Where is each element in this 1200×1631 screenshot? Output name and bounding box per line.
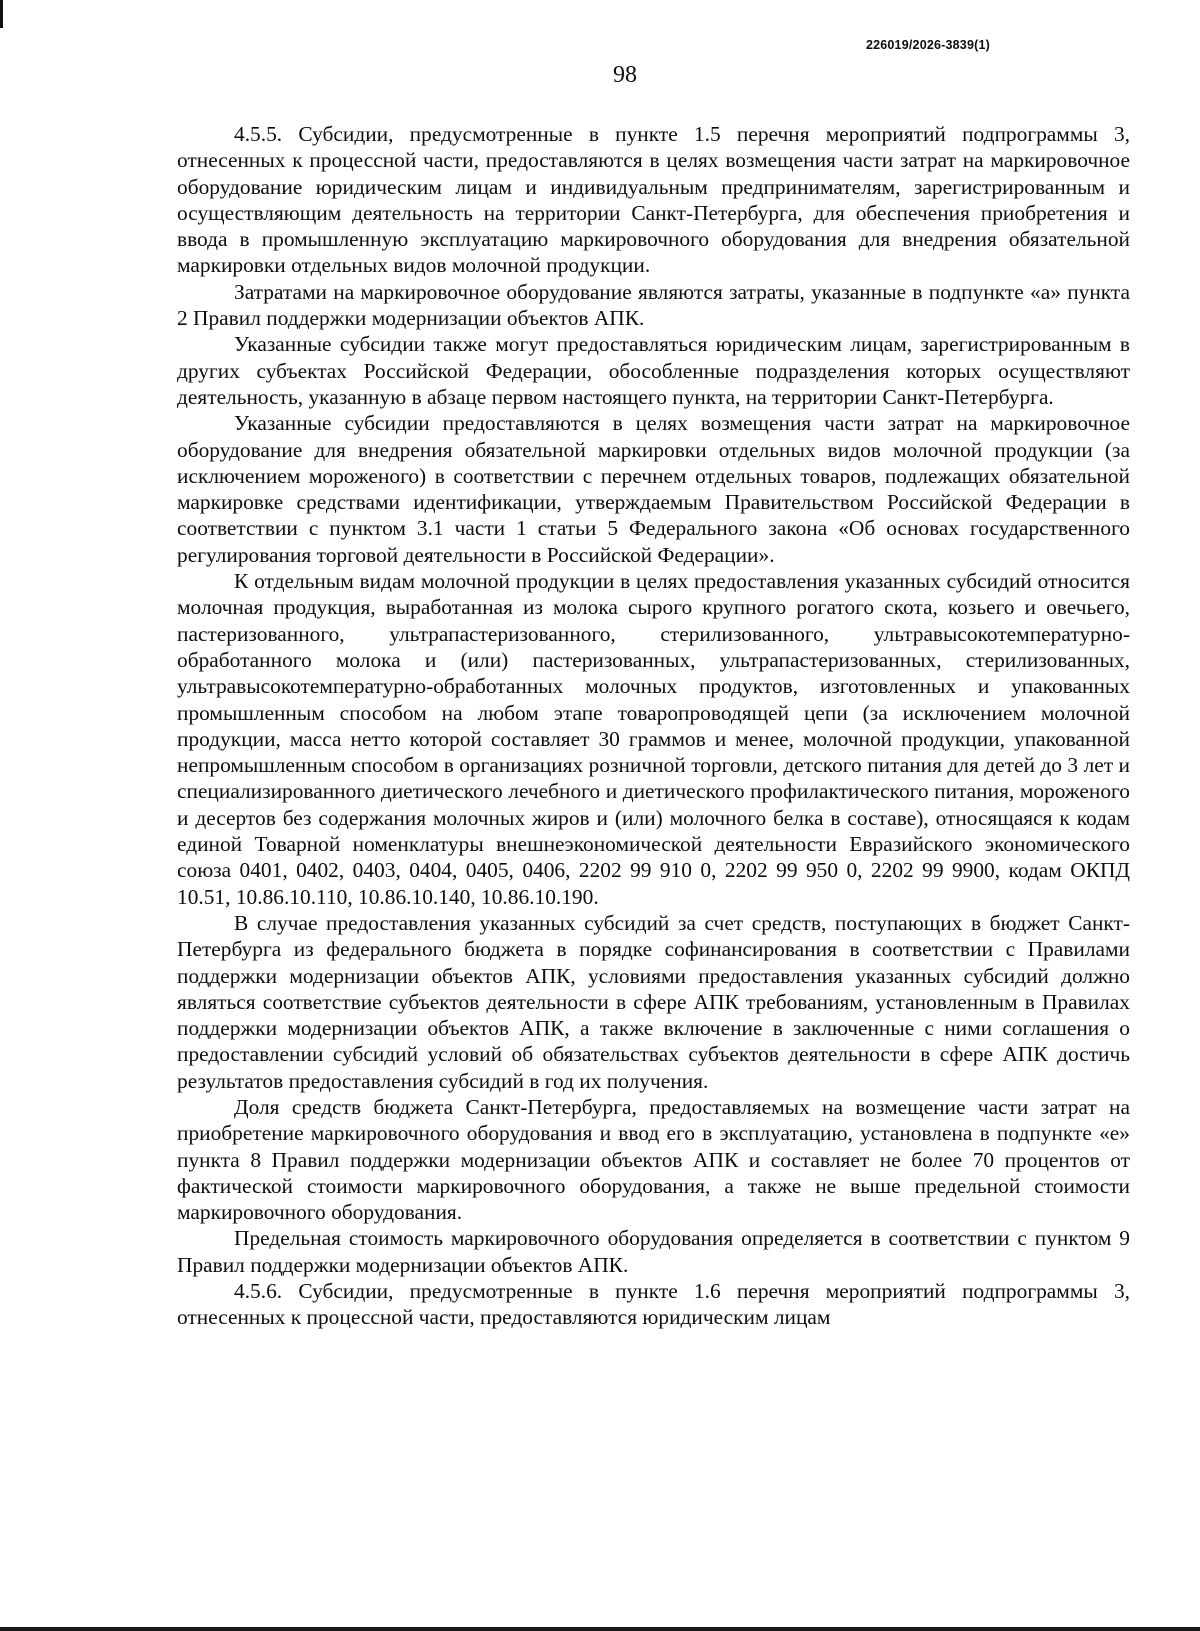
document-id: 226019/2026-3839(1) [865,38,990,52]
paragraph-dairy-products: К отдельным видам молочной продукции в целях предоставления указанных субсидий относится молочная продукция, выработанная из молока сырого крупного рогатого скота, козьего и овечьего, пастеризованного, ультрапастеризованного, стерилизованного, ультравысокотемпературно-обработанного молока и (или) пастеризованных, ультрапастеризованных, стерилизованных, ультравысокотемпературно-обработанных молочных продуктов, изготовленных и упакованных промышленным способом на любом этапе товаропроводящей цепи (за исключением молочной продукции, масса нетто которой составляет 30 граммов и менее, молочной продукции, упакованной непромышленным способом в организациях розничной торговли, детского питания для детей до 3 лет и специализированного диетического лечебного и диетического профилактического питания, мороженого и десертов без содержания молочных жиров и (или) молочного белка в составе), относящаяся к кодам единой Товарной номенклатуры внешнеэкономической деятельности Евразийского экономического союза 0401, 0402, 0403, 0404, 0405, 0406, 2202 99 910 0, 2202 99 950 0, 2202 99 9900, кодам ОКПД 10.51, 10.86.10.110, 10.86.10.140, 10.86.10.190. [177,569,1130,909]
paragraph-4-5-6: 4.5.6. Субсидии, предусмотренные в пункте 1.6 перечня мероприятий подпрограммы 3, отнесенных к процессной части, предоставляются юридическим лицам [177,1279,1130,1330]
page-number: 98 [613,62,637,88]
paragraph-budget-share: Доля средств бюджета Санкт-Петербурга, предоставляемых на возмещение части затрат на приобретение маркировочного оборудования и ввод его в эксплуатацию, установлена в подпункте «е» пункта 8 Правил поддержки модернизации объектов АПК и составляет не более 70 процентов от фактической стоимости маркировочного оборудования, а также не выше предельной стоимости маркировочного оборудования. [177,1094,1130,1225]
paragraph-federal-budget: В случае предоставления указанных субсидий за счет средств, поступающих в бюджет Санкт-Петербурга из федерального бюджета в порядке софинансирования в соответствии с Правилами поддержки модернизации объектов АПК, условиями предоставления указанных субсидий должно являться соответствие субъектов деятельности в сфере АПК требованиям, установленным в Правилах поддержки модернизации объектов АПК, а также включение в заключенные с ними соглашения о предоставлении субсидий условий об обязательствах субъектов деятельности в сфере АПК достичь результатов предоставления субсидий в год их получения. [177,910,1130,1093]
paragraph-subsidy-purpose: Указанные субсидии предоставляются в целях возмещения части затрат на маркировочное оборудование для внедрения обязательной маркировки отдельных видов молочной продукции (за исключением мороженого) в соответствии с перечнем отдельных товаров, подлежащих обязательной маркировке средствами идентификации, утверждаемым Правительством Российской Федерации в соответствии с пунктом 3.1 части 1 статьи 5 Федерального закона «Об основах государственного регулирования торговой деятельности в Российской Федерации». [177,411,1130,567]
scan-edge-mark [0,0,3,28]
scan-bottom-edge [0,1627,1200,1631]
paragraph-marking-costs: Затратами на маркировочное оборудование являются затраты, указанные в подпункте «а» пункта 2 Правил поддержки модернизации объектов АПК. [177,279,1130,331]
paragraph-4-5-5: 4.5.5. Субсидии, предусмотренные в пункте 1.5 перечня мероприятий подпрограммы 3, отнесенных к процессной части, предоставляются в целях возмещения части затрат на маркировочное оборудование юридическим лицам и индивидуальным предпринимателям, зарегистрированным и осуществляющим деятельность на территории Санкт-Петербурга, для обеспечения приобретения и ввода в промышленную эксплуатацию маркировочного оборудования для внедрения обязательной маркировки отдельных видов молочной продукции. [177,122,1130,278]
document-body [177,121,1130,1331]
paragraph-other-regions: Указанные субсидии также могут предоставляться юридическим лицам, зарегистрированным в других субъектах Российской Федерации, обособленные подразделения которых осуществляют деятельность, указанную в абзаце первом настоящего пункта, на территории Санкт-Петербурга. [177,332,1130,409]
paragraph-max-cost: Предельная стоимость маркировочного оборудования определяется в соответствии с пунктом 9 Правил поддержки модернизации объектов АПК. [177,1226,1130,1277]
